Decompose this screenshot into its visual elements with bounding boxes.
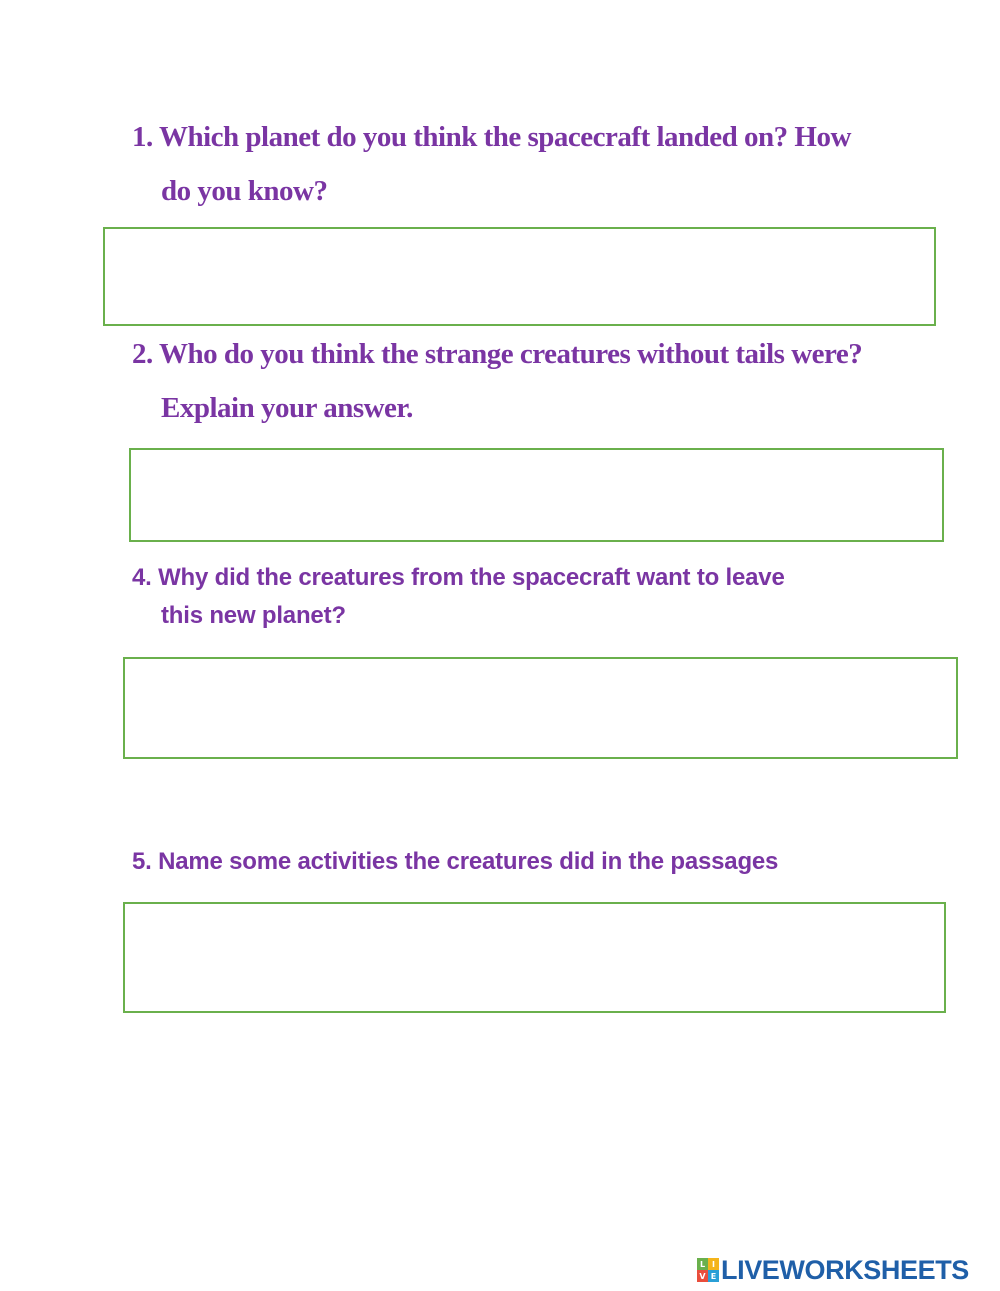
logo-tile-i: I xyxy=(708,1258,719,1270)
question-2-line-1: 2. Who do you think the strange creatures without tails were? xyxy=(132,338,863,370)
logo-tile-l: L xyxy=(697,1258,708,1270)
answer-box-5[interactable] xyxy=(123,902,946,1013)
question-2-line-2: Explain your answer. xyxy=(161,392,413,424)
question-1 xyxy=(132,110,851,218)
question-4 xyxy=(132,559,785,635)
brand-name: LIVEWORKSHEETS xyxy=(721,1254,969,1285)
question-4-line-1: 4. Why did the creatures from the spacecraft want to leave xyxy=(132,564,785,591)
logo-tile-e: E xyxy=(708,1270,719,1282)
logo-tile-v: V xyxy=(697,1270,708,1282)
question-1-line-2: do you know? xyxy=(161,175,328,207)
answer-box-2[interactable] xyxy=(129,448,944,542)
liveworksheets-brand xyxy=(697,1255,969,1285)
question-5 xyxy=(132,843,778,881)
question-2 xyxy=(132,327,862,435)
answer-box-1[interactable] xyxy=(103,227,936,326)
question-5-line-1: 5. Name some activities the creatures did in the passages xyxy=(132,848,779,875)
question-1-line-1: 1. Which planet do you think the spacecraft landed on? How xyxy=(132,121,851,153)
answer-box-4[interactable] xyxy=(123,657,958,759)
question-4-line-2: this new planet? xyxy=(161,602,346,629)
liveworksheets-logo-icon xyxy=(697,1258,719,1282)
